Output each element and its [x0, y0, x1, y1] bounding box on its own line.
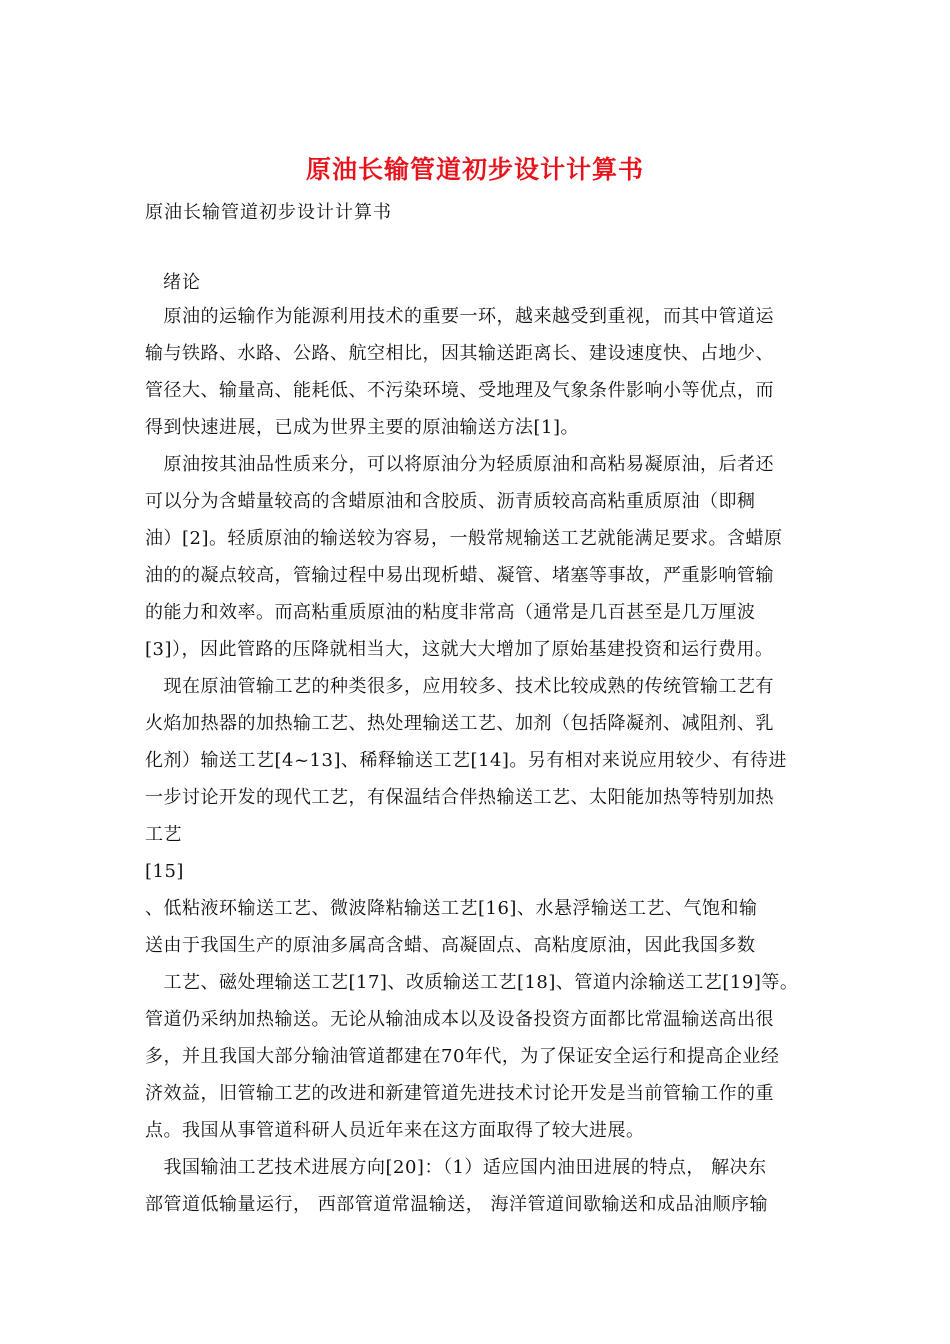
body-text [145, 298, 800, 1223]
document-title: 原油长输管道初步设计计算书 [305, 155, 644, 184]
text-line: 管道仍采纳加热输送。无论从输油成本以及设备投资方面都比常温输送高出很 [145, 1009, 774, 1030]
text-line: 火焰加热器的加热输工艺、热处理输送工艺、加剂（包括降凝剂、减阻剂、乳 [145, 713, 774, 734]
text-line: 原油的运输作为能源利用技术的重要一环，越来越受到重视，而其中管道运 [145, 306, 774, 327]
text-line: 管径大、输量高、能耗低、不污染环境、受地理及气象条件影响小等优点，而 [145, 380, 774, 401]
text-line: 现在原油管输工艺的种类很多，应用较多、技术比较成熟的传统管输工艺有 [145, 676, 774, 697]
text-line: 油的的凝点较高，管输过程中易出现析蜡、凝管、堵塞等事故，严重影响管输 [145, 565, 774, 586]
text-line: 济效益，旧管输工艺的改进和新建管道先进技术讨论开发是当前管输工作的重 [145, 1083, 774, 1104]
text-line: [3]），因此管路的压降就相当大，这就大大增加了原始基建投资和运行费用。 [145, 639, 774, 660]
text-line: 点。我国从事管道科研人员近年来在这方面取得了较大进展。 [145, 1120, 645, 1141]
text-line: 可以分为含蜡量较高的含蜡原油和含胶质、沥青质较高高粘重质原油（即稠 [145, 491, 756, 512]
text-line: 送由于我国生产的原油多属高含蜡、高凝固点、高粘度原油，因此我国多数 [145, 935, 756, 956]
text-line: 一步讨论开发的现代工艺，有保温结合伴热输送工艺、太阳能加热等特别加热 [145, 787, 774, 808]
text-line: 工艺、磁处理输送工艺[17]、改质输送工艺[18]、管道内涂输送工艺[19]等。 [145, 972, 799, 993]
text-line: 多，并且我国大部分输油管道都建在70年代，为了保证安全运行和提高企业经 [145, 1046, 780, 1067]
text-line: 化剂）输送工艺[4~13]、稀释输送工艺[14]。另有相对来说应用较少、有待进 [145, 750, 787, 771]
text-line: 我国输油工艺技术进展方向[20]：（1）适应国内油田进展的特点， 解决东 [145, 1157, 767, 1178]
text-line: 的能力和效率。而高粘重质原油的粘度非常高（通常是几百甚至是几万厘波 [145, 602, 756, 623]
text-line: 工艺 [145, 824, 182, 845]
text-line: 油）[2]。轻质原油的输送较为容易，一般常规输送工艺就能满足要求。含蜡原 [145, 528, 783, 549]
text-line: 输与铁路、水路、公路、航空相比，因其输送距离长、建设速度快、占地少、 [145, 343, 774, 364]
text-line: 得到快速进展，已成为世界主要的原油输送方法[1]。 [145, 417, 579, 438]
text-line: 部管道低输量运行， 西部管道常温输送， 海洋管道间歇输送和成品油顺序输 [145, 1194, 768, 1215]
section-heading-introduction: 绪论 [163, 272, 201, 293]
text-line: 、低粘液环输送工艺、微波降粘输送工艺[16]、水悬浮输送工艺、气饱和输 [145, 898, 758, 919]
document-subtitle: 原油长输管道初步设计计算书 [145, 202, 392, 223]
text-line: [15] [145, 861, 184, 882]
text-line: 原油按其油品性质来分，可以将原油分为轻质原油和高粘易凝原油，后者还 [145, 454, 774, 475]
